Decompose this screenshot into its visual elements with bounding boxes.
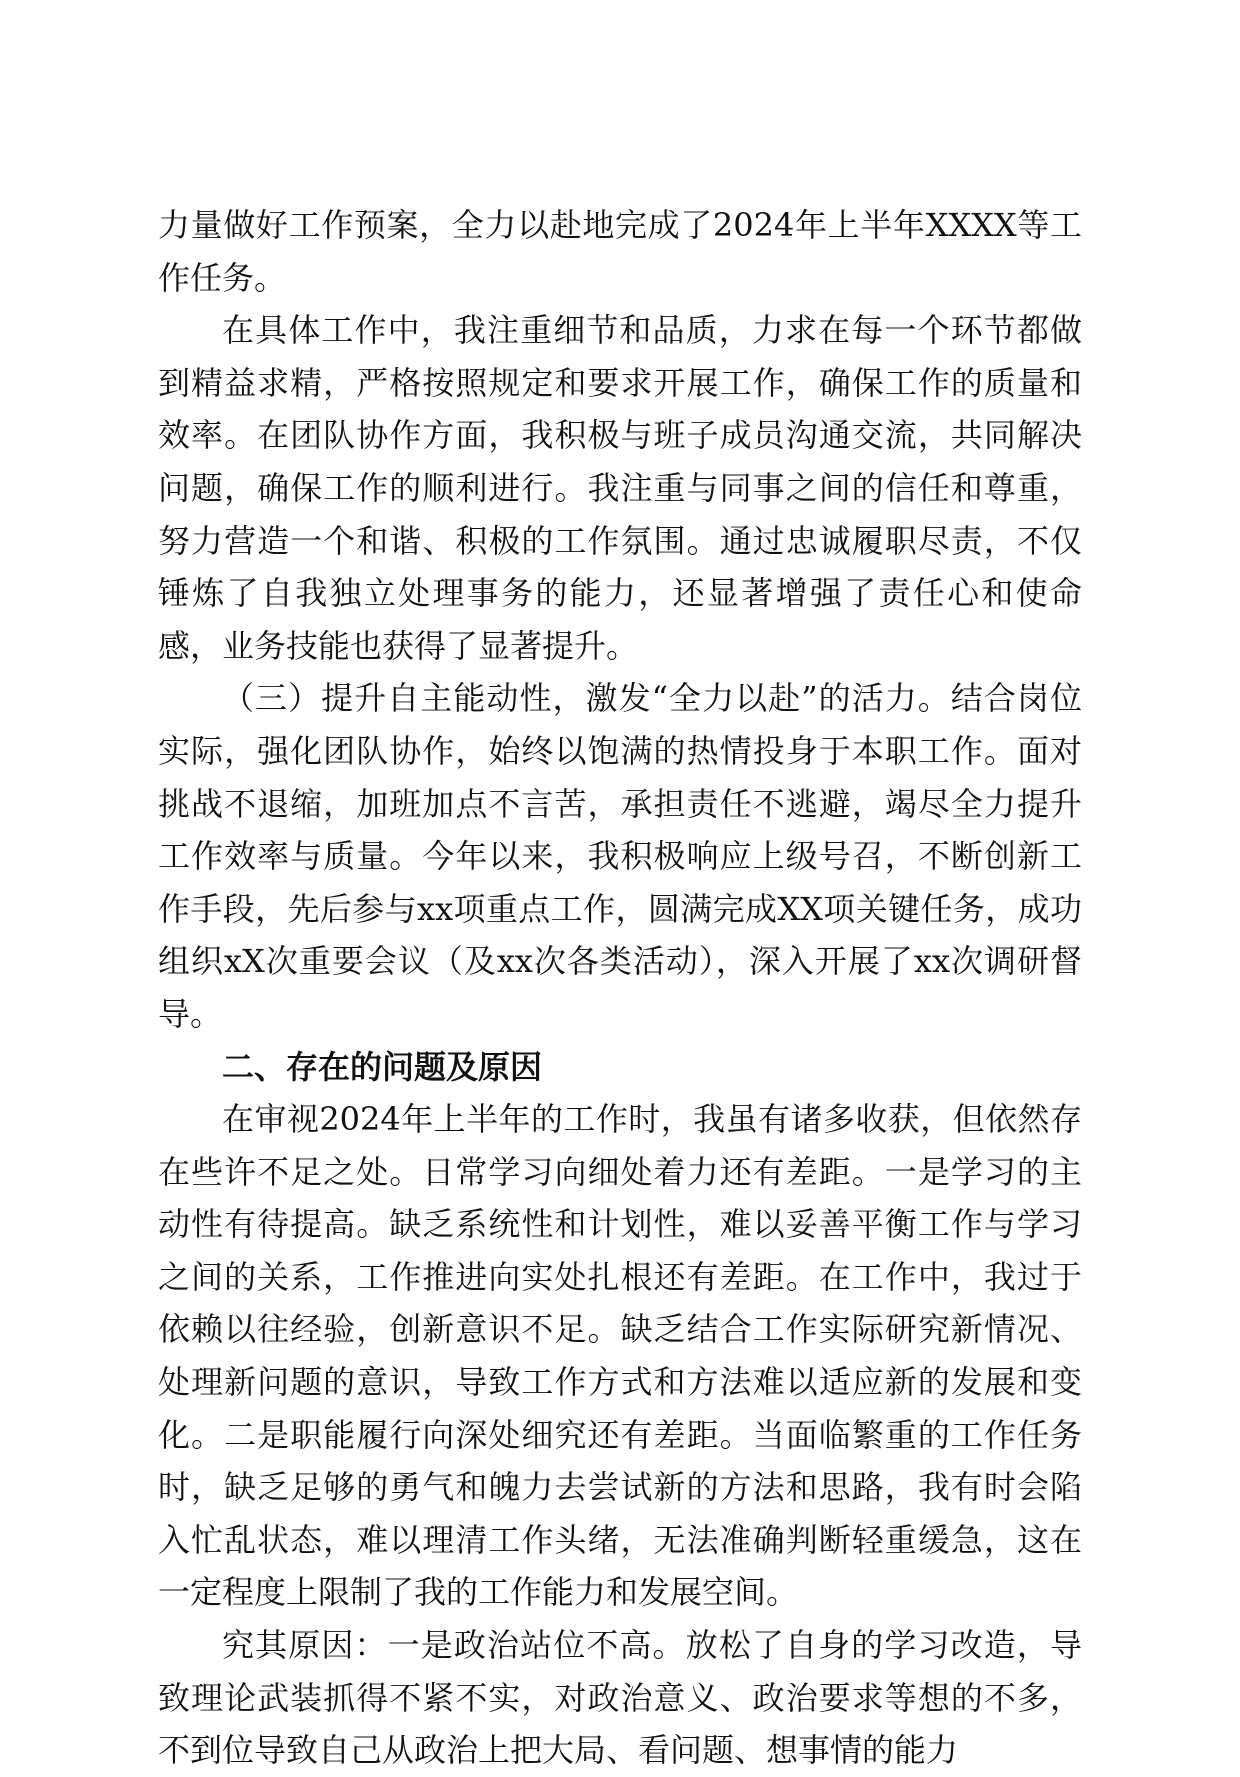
paragraph-teamwork: 在具体工作中，我注重细节和品质，力求在每一个环节都做到精益求精，严格按照规定和要求开展工作，确保工作的质量和效率。在团队协作方面，我积极与班子成员沟通交流，共同解决问题，确保工作的顺利进行。我注重与同事之间的信任和尊重，努力营造一个和谐、积极的工作氛围。通过忠诚履职尽责，不仅锤炼了自我独立处理事务的能力，还显著增强了责任心和使命感，业务技能也获得了显著提升。 bbox=[158, 311, 1082, 665]
paragraph-causes: 究其原因：一是政治站位不高。放松了自身的学习改造，导致理论武装抓得不紧不实，对政治意义、政治要求等想的不多，不到位导致自己从政治上把大局、看问题、想事情的能力 bbox=[158, 1626, 1082, 1770]
paragraph-section-three: （三）提升自主能动性，激发“全力以赴”的活力。结合岗位实际，强化团队协作，始终以饱满的热情投身于本职工作。面对挑战不退缩，加班加点不言苦，承担责任不逃避，竭尽全力提升工作效率与质量。今年以来，我积极响应上级号召，不断创新工作手段，先后参与xx项重点工作，圆满完成XX项关键任务，成功组织xX次重要会议（及xx次各类活动），深入开展了xx次调研督导。 bbox=[158, 679, 1082, 1033]
document-body bbox=[158, 199, 1082, 1777]
section-heading-problems: 二、存在的问题及原因 bbox=[222, 1047, 543, 1086]
paragraph-continuation: 力量做好工作预案，全力以赴地完成了2024年上半年XXXX等工作任务。 bbox=[158, 206, 1082, 297]
paragraph-shortcomings: 在审视2024年上半年的工作时，我虽有诸多收获，但依然存在些许不足之处。日常学习向细处着力还有差距。一是学习的主动性有待提高。缺乏系统性和计划性，难以妥善平衡工作与学习之间的关系，工作推进向实处扎根还有差距。在工作中，我过于依赖以往经验，创新意识不足。缺乏结合工作实际研究新情况、处理新问题的意识，导致工作方式和方法难以适应新的发展和变化。二是职能履行向深处细究还有差距。当面临繁重的工作任务时，缺乏足够的勇气和魄力去尝试新的方法和思路，我有时会陷入忙乱状态，难以理清工作头绪，无法准确判断轻重缓急，这在一定程度上限制了我的工作能力和发展空间。 bbox=[158, 1100, 1082, 1612]
